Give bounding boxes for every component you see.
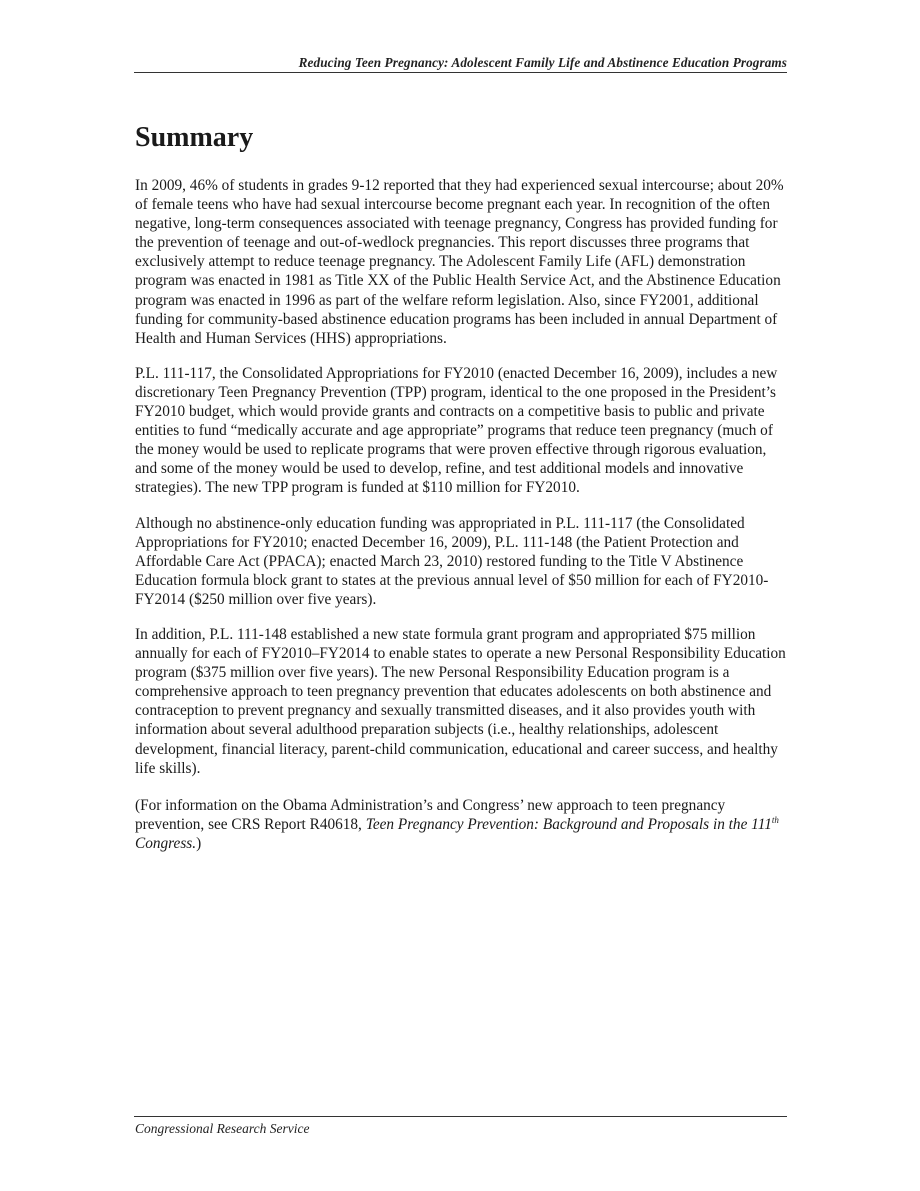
- paragraph-2: P.L. 111-117, the Consolidated Appropriations for FY2010 (enacted December 16, 2009), includes a new discretionary Teen Pregnancy Prevention (TPP) program, identical to the one proposed in the President’s FY2010 budget, which would provide grants and contracts on a competitive basis to public and private entities to fund “medically accurate and age appropriate” programs that reduce teen pregnancy (much of the money would be used to replicate programs that were proven effective through rigorous evaluation, and some of the money would be used to develop, refine, and test additional models and innovative strategies). The new TPP program is funded at $110 million for FY2010.: [135, 364, 778, 497]
- paragraph-5: [135, 796, 787, 853]
- summary-body: [135, 176, 787, 869]
- running-header: Reducing Teen Pregnancy: Adolescent Family Life and Abstinence Education Programs: [298, 55, 787, 70]
- report-title-end: Congress.: [135, 834, 197, 852]
- paragraph-4: In addition, P.L. 111-148 established a new state formula grant program and appropriated $75 million annually for each of FY2010–FY2014 to enable states to operate a new Personal Responsibility Education program ($375 million over five years). The new Personal Responsibility Education program is a comprehensive approach to teen pregnancy prevention that educates adolescents on both abstinence and contraception to prevent pregnancy and sexually transmitted diseases, and it also provides youth with information about several adulthood preparation subjects (i.e., healthy relationships, adolescent development, financial literacy, parent-child communication, educational and career success, and healthy life skills).: [135, 625, 786, 777]
- footer-rule: [134, 1116, 787, 1117]
- header-rule: [134, 72, 787, 73]
- report-title-text: Teen Pregnancy Prevention: Background and Proposals in the 111: [365, 815, 772, 833]
- paragraph-5-lead: (For information on the Obama Administration’s and Congress’ new approach to teen pregnancy prevention, see CRS Report R40618,: [135, 796, 726, 833]
- ordinal-suffix: th: [771, 814, 779, 825]
- section-title: Summary: [135, 122, 254, 153]
- paragraph-5-close: ): [196, 834, 202, 852]
- footer-publisher: Congressional Research Service: [135, 1121, 310, 1136]
- paragraph-3: Although no abstinence-only education funding was appropriated in P.L. 111-117 (the Consolidated Appropriations for FY2010; enacted December 16, 2009), P.L. 111-148 (the Patient Protection and Affordable Care Act (PPACA); enacted March 23, 2010) restored funding to the Title V Abstinence Education formula block grant to states at the previous annual level of $50 million for each of FY2010-FY2014 ($250 million over five years).: [135, 514, 769, 608]
- paragraph-1: In 2009, 46% of students in grades 9-12 reported that they had experienced sexual intercourse; about 20% of female teens who have had sexual intercourse become pregnant each year. In recognition of the often negative, long-term consequences associated with teenage pregnancy, Congress has provided funding for the prevention of teenage and out-of-wedlock pregnancies. This report discusses three programs that exclusively attempt to reduce teenage pregnancy. The Adolescent Family Life (AFL) demonstration program was enacted in 1981 as Title XX of the Public Health Service Act, and the Abstinence Education program was enacted in 1996 as part of the welfare reform legislation. Also, since FY2001, additional funding for community-based abstinence education programs has been included in annual Department of Health and Human Services (HHS) appropriations.: [135, 177, 784, 347]
